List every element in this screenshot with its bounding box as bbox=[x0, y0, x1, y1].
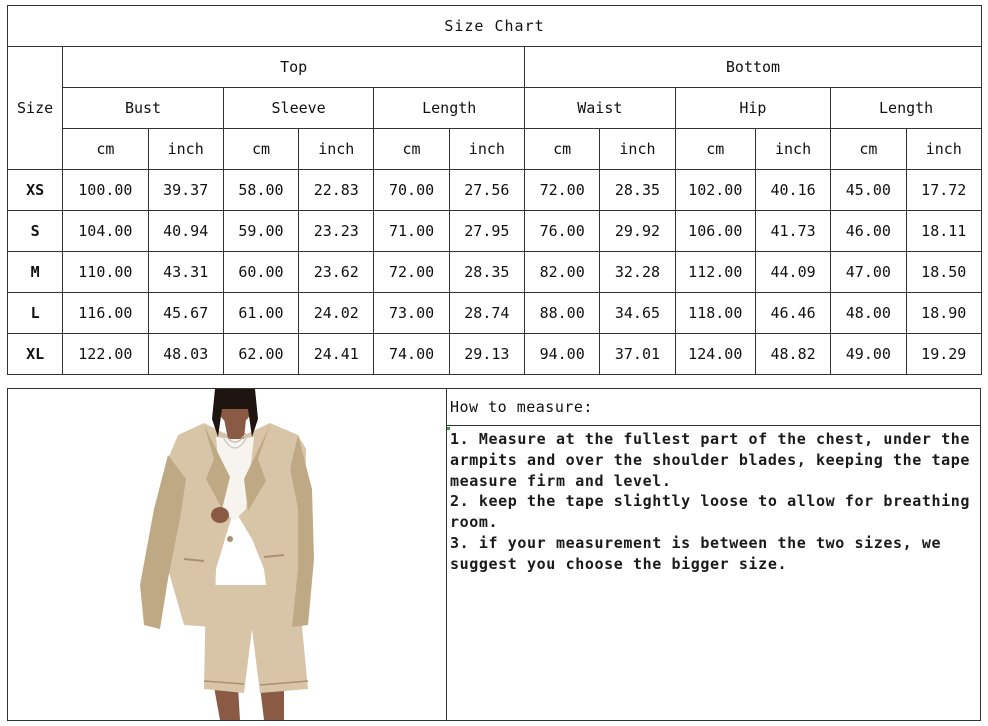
unit-header-inch: inch bbox=[755, 129, 830, 170]
measurement-cell: 116.00 bbox=[63, 293, 148, 334]
measurement-cell: 60.00 bbox=[223, 252, 298, 293]
size-rows bbox=[8, 170, 982, 375]
unit-header-cm: cm bbox=[63, 129, 148, 170]
bottom-group-header: Bottom bbox=[525, 47, 982, 88]
how-to-measure-section bbox=[447, 389, 980, 720]
how-to-step-2: 2. keep the tape slightly loose to allow for breathing room. bbox=[450, 492, 971, 532]
measurement-cell: 28.74 bbox=[449, 293, 524, 334]
measurement-cell: 37.01 bbox=[600, 334, 675, 375]
measurement-cell: 22.83 bbox=[299, 170, 374, 211]
unit-header-inch: inch bbox=[148, 129, 223, 170]
measurement-cell: 71.00 bbox=[374, 211, 449, 252]
measurement-cell: 23.62 bbox=[299, 252, 374, 293]
size-label: L bbox=[8, 293, 63, 334]
measurement-cell: 110.00 bbox=[63, 252, 148, 293]
measurement-cell: 118.00 bbox=[675, 293, 755, 334]
size-chart-title: Size Chart bbox=[8, 6, 982, 47]
measurement-cell: 76.00 bbox=[525, 211, 600, 252]
measure-header-hip: Hip bbox=[675, 88, 831, 129]
table-row bbox=[8, 252, 982, 293]
measurement-cell: 59.00 bbox=[223, 211, 298, 252]
model-photo bbox=[8, 389, 447, 720]
measurement-cell: 48.03 bbox=[148, 334, 223, 375]
measurement-cell: 32.28 bbox=[600, 252, 675, 293]
measure-header-waist: Waist bbox=[525, 88, 676, 129]
size-chart-table bbox=[7, 5, 982, 375]
measurement-cell: 41.73 bbox=[755, 211, 830, 252]
measurement-cell: 18.50 bbox=[906, 252, 981, 293]
how-to-measure-title: How to measure: bbox=[447, 389, 980, 426]
measurement-cell: 48.00 bbox=[831, 293, 906, 334]
how-to-step-3: 3. if your measurement is between the two sizes, we suggest you choose the bigger size. bbox=[450, 533, 942, 573]
how-to-step-1: 1. Measure at the fullest part of the chest, under the armpits and over the shoulder blades, keeping the tape measure firm and level. bbox=[450, 430, 971, 490]
measure-header-sleeve: Sleeve bbox=[223, 88, 374, 129]
measure-header-bottom-length: Length bbox=[831, 88, 982, 129]
measurement-cell: 18.11 bbox=[906, 211, 981, 252]
measurement-cell: 19.29 bbox=[906, 334, 981, 375]
how-to-measure-steps bbox=[447, 426, 980, 575]
measurement-cell: 82.00 bbox=[525, 252, 600, 293]
measure-header-bust: Bust bbox=[63, 88, 224, 129]
unit-header-cm: cm bbox=[525, 129, 600, 170]
measurement-cell: 45.67 bbox=[148, 293, 223, 334]
unit-header-inch: inch bbox=[299, 129, 374, 170]
measurement-cell: 73.00 bbox=[374, 293, 449, 334]
measurement-cell: 62.00 bbox=[223, 334, 298, 375]
measure-guide-panel bbox=[7, 388, 981, 721]
measurement-cell: 74.00 bbox=[374, 334, 449, 375]
measurement-cell: 24.41 bbox=[299, 334, 374, 375]
size-column-header: Size bbox=[8, 47, 63, 170]
measurement-cell: 47.00 bbox=[831, 252, 906, 293]
measurement-cell: 70.00 bbox=[374, 170, 449, 211]
measurement-cell: 43.31 bbox=[148, 252, 223, 293]
measurement-cell: 40.94 bbox=[148, 211, 223, 252]
measurement-cell: 29.92 bbox=[600, 211, 675, 252]
unit-header-inch: inch bbox=[906, 129, 981, 170]
measurement-cell: 124.00 bbox=[675, 334, 755, 375]
measurement-cell: 61.00 bbox=[223, 293, 298, 334]
measurement-cell: 34.65 bbox=[600, 293, 675, 334]
unit-header-cm: cm bbox=[831, 129, 906, 170]
size-label: S bbox=[8, 211, 63, 252]
measurement-cell: 72.00 bbox=[374, 252, 449, 293]
measurement-cell: 58.00 bbox=[223, 170, 298, 211]
measurement-cell: 46.46 bbox=[755, 293, 830, 334]
measurement-cell: 106.00 bbox=[675, 211, 755, 252]
measurement-cell: 17.72 bbox=[906, 170, 981, 211]
marker-dot bbox=[447, 427, 450, 430]
measurement-cell: 94.00 bbox=[525, 334, 600, 375]
table-row bbox=[8, 211, 982, 252]
table-row bbox=[8, 170, 982, 211]
measurement-cell: 44.09 bbox=[755, 252, 830, 293]
measurement-cell: 102.00 bbox=[675, 170, 755, 211]
size-label: XL bbox=[8, 334, 63, 375]
measurement-cell: 40.16 bbox=[755, 170, 830, 211]
table-row bbox=[8, 293, 982, 334]
measurement-cell: 100.00 bbox=[63, 170, 148, 211]
measurement-cell: 112.00 bbox=[675, 252, 755, 293]
measurement-cell: 45.00 bbox=[831, 170, 906, 211]
measurement-cell: 29.13 bbox=[449, 334, 524, 375]
size-label: XS bbox=[8, 170, 63, 211]
measurement-cell: 28.35 bbox=[449, 252, 524, 293]
measurement-cell: 39.37 bbox=[148, 170, 223, 211]
measurement-cell: 24.02 bbox=[299, 293, 374, 334]
size-label: M bbox=[8, 252, 63, 293]
measurement-cell: 27.95 bbox=[449, 211, 524, 252]
measurement-cell: 23.23 bbox=[299, 211, 374, 252]
measure-header-top-length: Length bbox=[374, 88, 525, 129]
measurement-cell: 46.00 bbox=[831, 211, 906, 252]
unit-header-cm: cm bbox=[374, 129, 449, 170]
unit-header-inch: inch bbox=[600, 129, 675, 170]
unit-header-cm: cm bbox=[675, 129, 755, 170]
measurement-cell: 48.82 bbox=[755, 334, 830, 375]
measurement-cell: 72.00 bbox=[525, 170, 600, 211]
measurement-cell: 122.00 bbox=[63, 334, 148, 375]
measurement-cell: 104.00 bbox=[63, 211, 148, 252]
table-row bbox=[8, 334, 982, 375]
unit-header-cm: cm bbox=[223, 129, 298, 170]
model-wearing-khaki-blazer-and-shorts-icon bbox=[8, 389, 446, 720]
measurement-cell: 18.90 bbox=[906, 293, 981, 334]
top-group-header: Top bbox=[63, 47, 525, 88]
measurement-cell: 88.00 bbox=[525, 293, 600, 334]
measurement-cell: 28.35 bbox=[600, 170, 675, 211]
measurement-cell: 49.00 bbox=[831, 334, 906, 375]
measurement-cell: 27.56 bbox=[449, 170, 524, 211]
unit-header-inch: inch bbox=[449, 129, 524, 170]
